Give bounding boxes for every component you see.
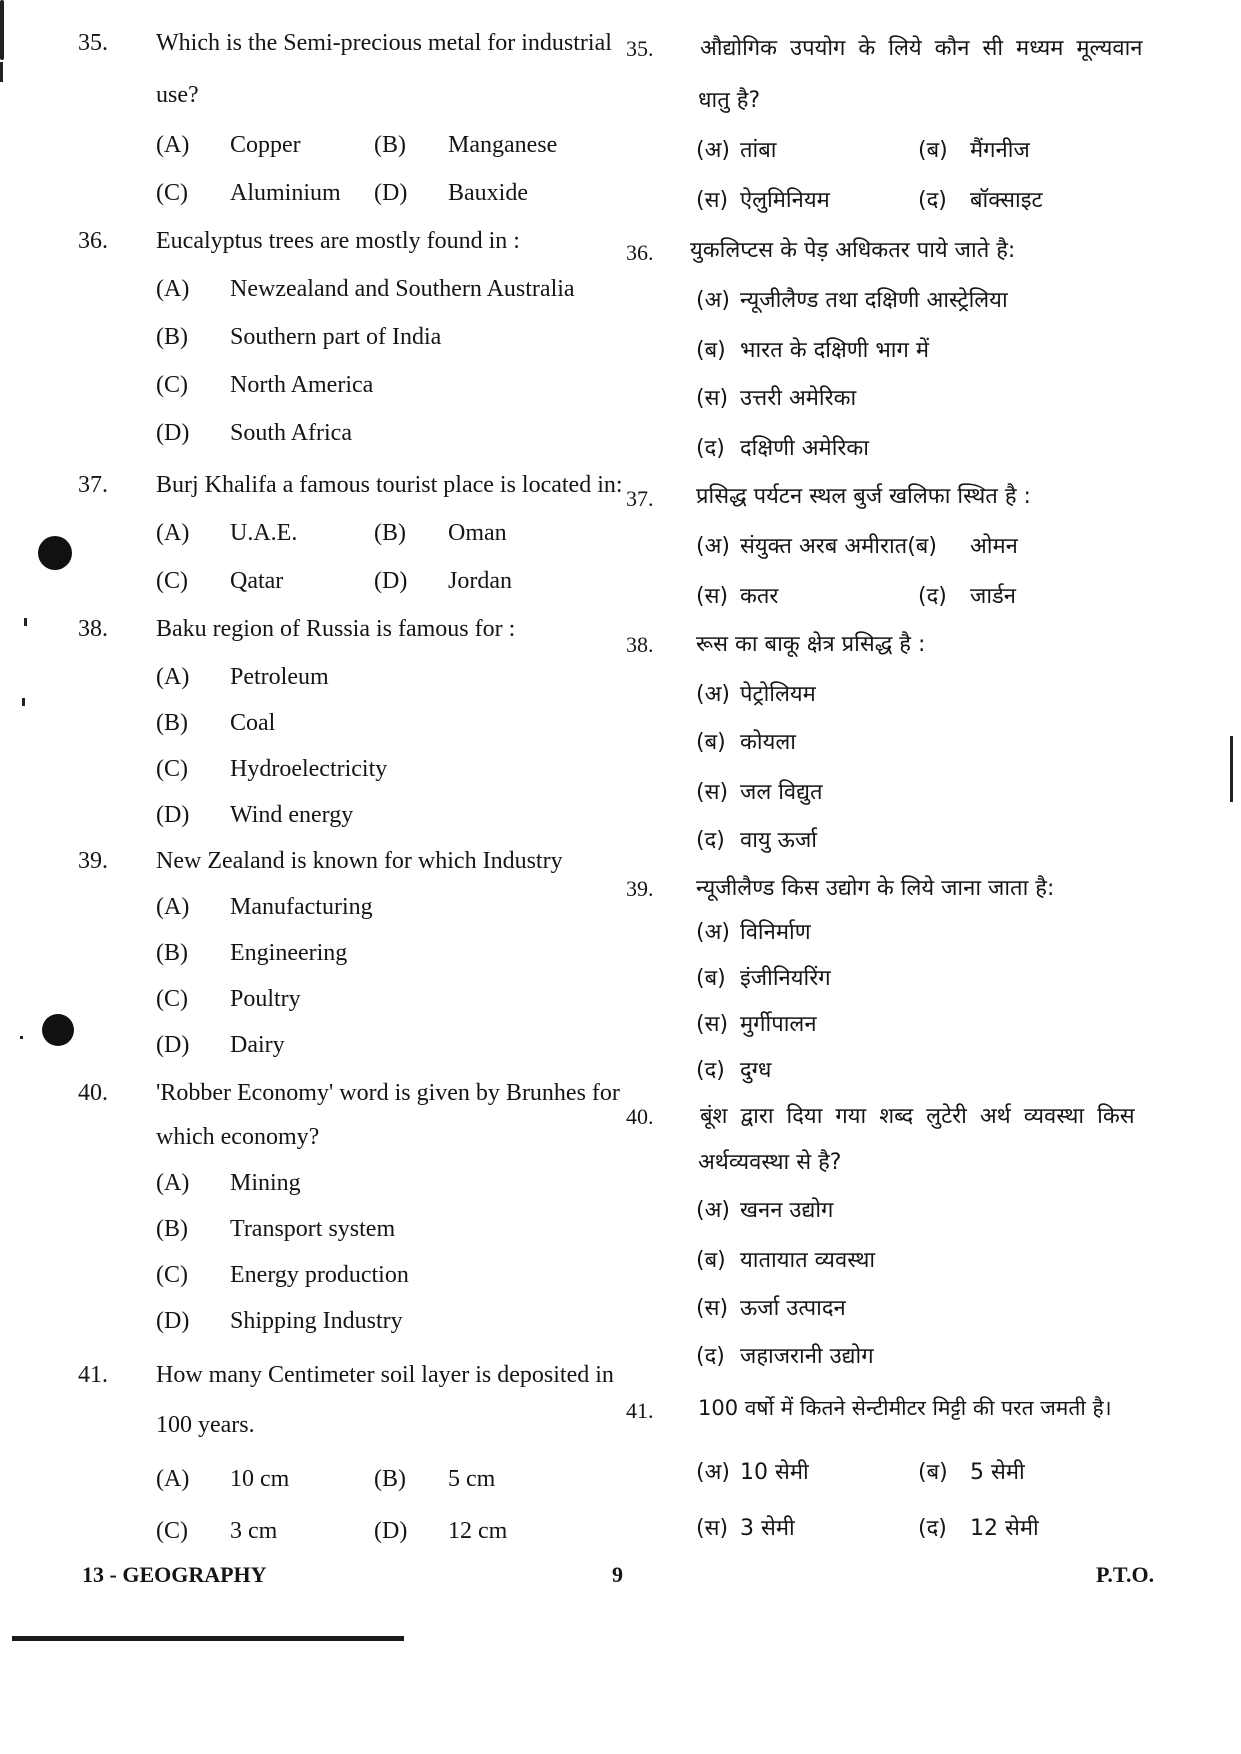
option-label: (B) bbox=[374, 1466, 406, 1492]
scan-speck bbox=[24, 618, 27, 626]
question-text: How many Centimeter soil layer is deposited in bbox=[156, 1362, 614, 1388]
option-label-hindi: (अ) bbox=[696, 682, 730, 707]
option-text-hindi: यातायात व्यवस्था bbox=[740, 1248, 876, 1273]
option-label: (C) bbox=[156, 1518, 188, 1544]
option-label: (D) bbox=[156, 802, 190, 828]
question-text: Burj Khalifa a famous tourist place is located in: bbox=[156, 472, 623, 498]
question-number-hindi: 35. bbox=[626, 36, 654, 61]
pto-label: P.T.O. bbox=[1096, 1562, 1155, 1587]
question-text-hindi: प्रसिद्ध पर्यटन स्थल बुर्ज खलिफा स्थित है : bbox=[696, 484, 1031, 509]
option-text: U.A.E. bbox=[230, 520, 298, 546]
option-label-hindi: (स) bbox=[696, 780, 729, 805]
option-text-hindi: दुग्ध bbox=[740, 1058, 772, 1083]
option-text: 5 cm bbox=[448, 1466, 496, 1492]
option-text-hindi: मुर्गीपालन bbox=[740, 1012, 817, 1037]
option-text: Petroleum bbox=[230, 664, 329, 690]
option-text-hindi: मैंगनीज bbox=[970, 138, 1030, 163]
option-text-hindi: न्यूजीलैण्ड तथा दक्षिणी आस्ट्रेलिया bbox=[740, 288, 1008, 313]
option-label: (C) bbox=[156, 1262, 188, 1288]
option-label: (C) bbox=[156, 756, 188, 782]
option-label: (C) bbox=[156, 986, 188, 1012]
scan-edge-mark bbox=[0, 62, 3, 82]
option-label: (A) bbox=[156, 1170, 190, 1196]
option-text: 3 cm bbox=[230, 1518, 278, 1544]
option-text: Energy production bbox=[230, 1262, 409, 1288]
option-label-hindi: (द) bbox=[918, 584, 947, 609]
question-number: 40. bbox=[78, 1080, 108, 1106]
option-text-hindi: 5 सेमी bbox=[970, 1460, 1025, 1485]
option-text: Bauxide bbox=[448, 180, 528, 206]
option-text-hindi: खनन उद्योग bbox=[740, 1198, 834, 1223]
question-text: 'Robber Economy' word is given by Brunhes for bbox=[156, 1080, 620, 1106]
option-label-hindi: (स) bbox=[696, 1012, 729, 1037]
option-label-hindi: (द) bbox=[918, 188, 947, 213]
option-text: Aluminium bbox=[230, 180, 341, 206]
option-label: (D) bbox=[374, 568, 408, 594]
option-label-hindi: (अ) bbox=[696, 920, 730, 945]
subject-code: 13 - GEOGRAPHY bbox=[82, 1562, 267, 1587]
option-label-hindi: (अ) bbox=[696, 1198, 730, 1223]
option-label-hindi: (ब) bbox=[696, 966, 726, 991]
option-text-hindi: 10 सेमी bbox=[740, 1460, 809, 1485]
question-number-hindi: 36. bbox=[626, 240, 654, 265]
question-text: New Zealand is known for which Industry bbox=[156, 848, 563, 874]
option-label-hindi: (ब) bbox=[918, 1460, 948, 1485]
option-text-hindi: भारत के दक्षिणी भाग में bbox=[740, 338, 930, 363]
question-number: 36. bbox=[78, 228, 108, 254]
option-text-hindi: ऊर्जा उत्पादन bbox=[740, 1296, 846, 1321]
option-label: (C) bbox=[156, 372, 188, 398]
option-label: (A) bbox=[156, 520, 190, 546]
option-text: Poultry bbox=[230, 986, 301, 1012]
question-text: Which is the Semi-precious metal for industrial bbox=[156, 30, 612, 56]
option-text-hindi: 3 सेमी bbox=[740, 1516, 795, 1541]
option-text: Newzealand and Southern Australia bbox=[230, 276, 575, 302]
question-text-cont: which economy? bbox=[156, 1124, 320, 1150]
option-text-hindi: पेट्रोलियम bbox=[740, 682, 816, 707]
option-text-hindi: 12 सेमी bbox=[970, 1516, 1039, 1541]
option-label-hindi: (अ) bbox=[696, 288, 730, 313]
scan-edge-mark bbox=[1230, 736, 1233, 802]
option-label: (D) bbox=[156, 1032, 190, 1058]
question-text-hindi: रूस का बाकू क्षेत्र प्रसिद्ध है : bbox=[696, 632, 926, 657]
option-label-hindi: (स) bbox=[696, 1296, 729, 1321]
option-label: (C) bbox=[156, 568, 188, 594]
option-label-hindi: (स) bbox=[696, 584, 729, 609]
option-text-hindi: जहाजरानी उद्योग bbox=[740, 1344, 874, 1369]
option-text: Southern part of India bbox=[230, 324, 442, 350]
option-label: (B) bbox=[156, 1216, 188, 1242]
option-text-hindi: दक्षिणी अमेरिका bbox=[740, 436, 870, 461]
question-number: 41. bbox=[78, 1362, 108, 1388]
option-label: (B) bbox=[374, 520, 406, 546]
option-label-hindi: (ब) bbox=[696, 730, 726, 755]
option-text: Qatar bbox=[230, 568, 284, 594]
option-text: Manufacturing bbox=[230, 894, 373, 920]
option-text: 10 cm bbox=[230, 1466, 290, 1492]
option-label: (A) bbox=[156, 276, 190, 302]
option-text-hindi: ओमन bbox=[970, 534, 1018, 559]
question-number-hindi: 38. bbox=[626, 632, 654, 657]
option-label: (A) bbox=[156, 132, 190, 158]
option-text: Coal bbox=[230, 710, 276, 736]
option-text-hindi: ऐलुमिनियम bbox=[740, 188, 830, 213]
option-text: Shipping Industry bbox=[230, 1308, 403, 1334]
scan-speck bbox=[20, 1036, 23, 1039]
question-number: 35. bbox=[78, 30, 108, 56]
question-text-hindi: युकलिप्टस के पेड़ अधिकतर पाये जाते है: bbox=[690, 238, 1016, 263]
option-text-hindi: इंजीनियरिंग bbox=[740, 966, 831, 991]
option-label-hindi: (स) bbox=[696, 386, 729, 411]
question-text-hindi: औद्योगिक उपयोग के लिये कौन सी मध्यम मूल्यवान bbox=[700, 36, 1143, 61]
option-text-hindi: विनिर्माण bbox=[740, 920, 811, 945]
option-label-hindi: (द) bbox=[696, 436, 725, 461]
option-label: (C) bbox=[156, 180, 188, 206]
question-text: Eucalyptus trees are mostly found in : bbox=[156, 228, 520, 254]
option-label: (D) bbox=[156, 420, 190, 446]
question-text-hindi-cont: धातु है? bbox=[698, 88, 761, 113]
option-text: Wind energy bbox=[230, 802, 354, 828]
option-label: (A) bbox=[156, 894, 190, 920]
punch-hole-mark bbox=[38, 536, 72, 570]
option-text-hindi: कोयला bbox=[740, 730, 796, 755]
option-label-hindi: (ब) bbox=[696, 338, 726, 363]
option-text: Copper bbox=[230, 132, 301, 158]
option-label-hindi: (अ) bbox=[696, 138, 730, 163]
option-text: Jordan bbox=[448, 568, 512, 594]
option-label: (D) bbox=[156, 1308, 190, 1334]
option-label-hindi: (द) bbox=[696, 828, 725, 853]
option-text-hindi: बॉक्साइट bbox=[970, 188, 1043, 213]
option-label: (B) bbox=[156, 324, 188, 350]
option-text: Hydroelectricity bbox=[230, 756, 388, 782]
option-text: Oman bbox=[448, 520, 507, 546]
option-text: South Africa bbox=[230, 420, 352, 446]
option-label-hindi: (द) bbox=[696, 1058, 725, 1083]
option-label-hindi: (ब) bbox=[918, 138, 948, 163]
scan-speck bbox=[22, 698, 25, 706]
option-label-hindi: (अ) bbox=[696, 534, 730, 559]
question-text-hindi: न्यूजीलैण्ड किस उद्योग के लिये जाना जाता है: bbox=[696, 876, 1055, 901]
question-number-hindi: 41. bbox=[626, 1398, 654, 1423]
option-text-hindi: जार्डन bbox=[970, 584, 1017, 609]
option-label: (D) bbox=[374, 1518, 408, 1544]
option-text: Dairy bbox=[230, 1032, 285, 1058]
option-text: North America bbox=[230, 372, 374, 398]
question-text-hindi-cont: अर्थव्यवस्था से है? bbox=[698, 1150, 842, 1175]
option-label: (D) bbox=[374, 180, 408, 206]
option-label-hindi: (स) bbox=[696, 1516, 729, 1541]
question-number-hindi: 39. bbox=[626, 876, 654, 901]
question-number-hindi: 40. bbox=[626, 1104, 654, 1129]
question-text-hindi: बूंश द्वारा दिया गया शब्द लुटेरी अर्थ व्यवस्था किस bbox=[700, 1104, 1135, 1129]
question-number-hindi: 37. bbox=[626, 486, 654, 511]
option-text: Transport system bbox=[230, 1216, 396, 1242]
option-text-hindi: उत्तरी अमेरिका bbox=[740, 386, 857, 411]
option-text: 12 cm bbox=[448, 1518, 508, 1544]
option-label: (B) bbox=[374, 132, 406, 158]
page-number: 9 bbox=[612, 1562, 623, 1587]
option-text: Engineering bbox=[230, 940, 348, 966]
option-label-hindi: (द) bbox=[696, 1344, 725, 1369]
option-text-hindi: तांबा bbox=[740, 138, 777, 163]
question-number: 39. bbox=[78, 848, 108, 874]
option-text: Manganese bbox=[448, 132, 558, 158]
bottom-rule bbox=[12, 1636, 404, 1641]
option-text-hindi: कतर bbox=[740, 584, 779, 609]
question-text-cont: 100 years. bbox=[156, 1412, 255, 1438]
question-text-hindi: 100 वर्षो में कितने सेन्टीमीटर मिट्टी की परत जमती है। bbox=[698, 1396, 1112, 1420]
option-label: (A) bbox=[156, 1466, 190, 1492]
option-label-hindi: (ब) bbox=[696, 1248, 726, 1273]
option-text: Mining bbox=[230, 1170, 301, 1196]
option-label-hindi: (स) bbox=[696, 188, 729, 213]
option-label-hindi: (द) bbox=[918, 1516, 947, 1541]
option-label: (B) bbox=[156, 940, 188, 966]
question-text-cont: use? bbox=[156, 82, 199, 108]
question-number: 37. bbox=[78, 472, 108, 498]
punch-hole-mark bbox=[42, 1014, 74, 1046]
question-number: 38. bbox=[78, 616, 108, 642]
option-label: (A) bbox=[156, 664, 190, 690]
option-label-hindi: (अ) bbox=[696, 1460, 730, 1485]
option-label: (B) bbox=[156, 710, 188, 736]
option-text-hindi: वायु ऊर्जा bbox=[740, 828, 817, 853]
option-text-hindi: संयुक्त अरब अमीरात(ब) bbox=[740, 534, 937, 559]
question-text: Baku region of Russia is famous for : bbox=[156, 616, 516, 642]
option-text-hindi: जल विद्युत bbox=[740, 780, 823, 805]
scan-edge-mark bbox=[0, 0, 4, 60]
